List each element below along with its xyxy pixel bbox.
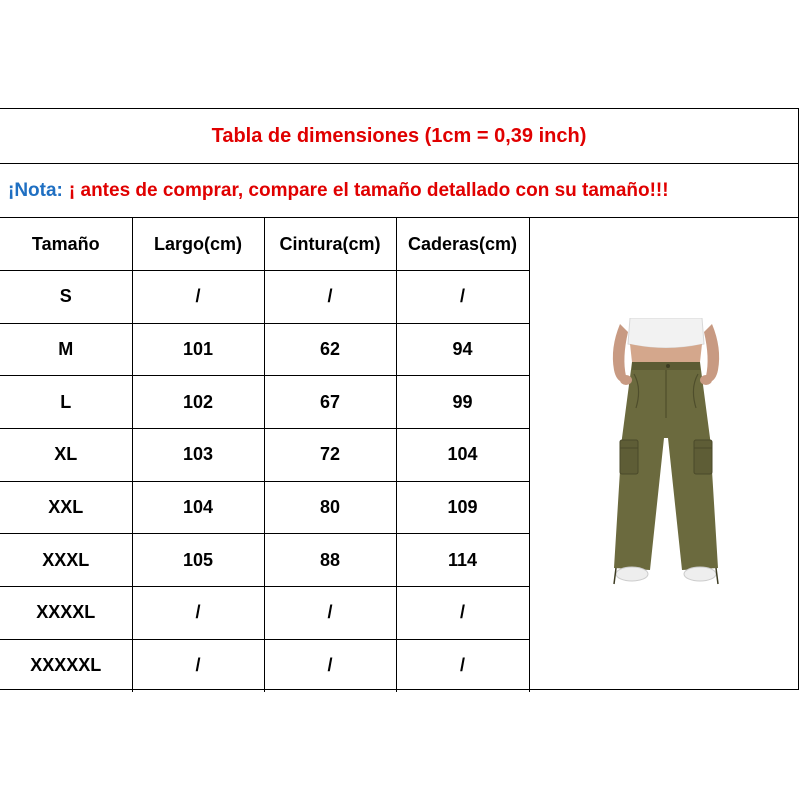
length-cell: 102 [132,376,264,429]
waist-cell: 88 [264,534,396,587]
product-photo-cell [530,218,799,692]
size-cell: XXXL [0,534,132,587]
size-cell: S [0,271,132,324]
table-row [0,587,529,640]
hips-cell: 104 [396,429,529,482]
length-cell: 101 [132,323,264,376]
waist-cell: / [264,639,396,692]
table-header-row [0,218,529,271]
column-header-length: Largo(cm) [132,218,264,271]
column-header-hips: Caderas(cm) [396,218,529,271]
waist-cell: 67 [264,376,396,429]
length-cell: / [132,271,264,324]
length-cell: 105 [132,534,264,587]
chart-title-text: Tabla de dimensiones (1cm = 0,39 inch) [211,124,587,147]
hips-cell: 99 [396,376,529,429]
waist-cell: 72 [264,429,396,482]
note-banner [0,164,798,218]
cargo-pants-model-icon [606,318,726,590]
column-header-size: Tamaño [0,218,132,271]
hips-cell: 109 [396,481,529,534]
table-row [0,271,529,324]
length-cell: 103 [132,429,264,482]
waist-cell: 80 [264,481,396,534]
waist-cell: / [264,271,396,324]
hips-cell: 114 [396,534,529,587]
size-cell: M [0,323,132,376]
hips-cell: / [396,587,529,640]
size-chart [0,108,799,690]
length-cell: / [132,639,264,692]
table-row [0,481,529,534]
size-cell: XXXXL [0,587,132,640]
size-cell: XL [0,429,132,482]
note-text: ¡ antes de comprar, compare el tamaño detallado con su tamaño!!! [68,179,669,201]
size-cell: L [0,376,132,429]
table-row [0,534,529,587]
table-row [0,639,529,692]
size-table [0,218,530,692]
hips-cell: / [396,639,529,692]
table-row [0,323,529,376]
waist-cell: / [264,587,396,640]
chart-body [0,218,798,692]
size-cell: XXXXXL [0,639,132,692]
table-row [0,376,529,429]
note-label: ¡Nota: [8,179,63,201]
waist-cell: 62 [264,323,396,376]
chart-title [0,109,798,164]
size-cell: XXL [0,481,132,534]
length-cell: 104 [132,481,264,534]
column-header-waist: Cintura(cm) [264,218,396,271]
hips-cell: 94 [396,323,529,376]
hips-cell: / [396,271,529,324]
table-row [0,429,529,482]
length-cell: / [132,587,264,640]
